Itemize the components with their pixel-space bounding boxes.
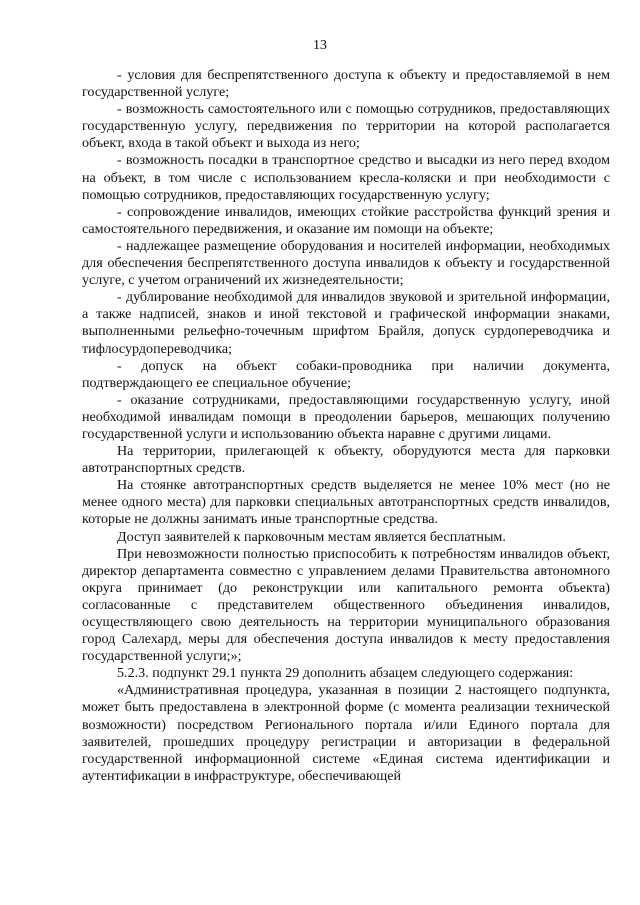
paragraph-amendment-5-2-3: 5.2.3. подпункт 29.1 пункта 29 дополнить абзацем следующего содержания: [117, 665, 574, 682]
paragraph-administrative-procedure: «Административная процедура, указанная в позиции 2 настоящего подпункта, может быть предоставлена в электронной форме (с момента реализации технической возможности) посредством Регионального портала и/или Единого портала для заявителей, прошедших процедуру регистрации и авторизации в федеральной государственной информационной системе «Единая система идентификации и аутентификации в инфраструктуре, обеспечивающей [82, 682, 610, 784]
paragraph-impossibility-measures: При невозможности полностью приспособить к потребностям инвалидов объект, директор департамента совместно с управлением делами Правительства автономного округа принимает (до реконструкции или капитального ремонта объекта) согласованные с представителем общественного объединения инвалидов, осуществляющего свою деятельность на территории муниципального образования город Салехард, меры для обеспечения доступа инвалидов к месту предоставления государственной услуги;»; [82, 545, 610, 665]
paragraph-equipment-placement: - надлежащее размещение оборудования и носителей информации, необходимых для обеспечения беспрепятственного доступа инвалидов к объекту и государственной услуге, с учетом ограничений их жизнедеятельности; [82, 237, 610, 289]
paragraph-vehicle-boarding: - возможность посадки в транспортное средство и высадки из него перед входом на объект, в том числе с использованием кресла-коляски и при необходимости с помощью сотрудников, предоставляющих государственную услугу; [82, 152, 610, 203]
paragraph-staff-assistance: - оказание сотрудниками, предоставляющими государственную услугу, иной необходимой инвалидам помощи в преодолении барьеров, мешающих получению государственной услуги и использованию объекта наравне с другими лицами. [82, 391, 610, 442]
paragraph-parking-share: На стоянке автотранспортных средств выделяется не менее 10% мест (но не менее одного места) для парковки специальных автотранспортных средств инвалидов, которые не должны занимать иные транспортные средства. [82, 477, 610, 528]
paragraph-access-conditions: - условия для беспрепятственного доступа к объекту и предоставляемой в нем государственной услуге; [82, 67, 610, 101]
document-body [82, 67, 610, 785]
paragraph-parking-territory: На территории, прилегающей к объекту, оборудуются места для парковки автотранспортных средств. [82, 443, 610, 477]
page-number: 13 [313, 38, 327, 53]
paragraph-movement: - возможность самостоятельного или с помощью сотрудников, предоставляющих государственную услугу, передвижения по территории на которой располагается объект, входа в такой объект и выхода из него; [82, 101, 610, 152]
paragraph-information-duplication: - дублирование необходимой для инвалидов звуковой и зрительной информации, а также надписей, знаков и иной текстовой и графической информации знаками, выполненными рельефно-точечным шрифтом Брайля, допуск сурдопереводчика и тифлосурдопереводчика; [82, 289, 610, 357]
paragraph-escort: - сопровождение инвалидов, имеющих стойкие расстройства функций зрения и самостоятельного передвижения, и оказание им помощи на объекте; [82, 203, 610, 237]
paragraph-guide-dog: - допуск на объект собаки-проводника при наличии документа, подтверждающего ее специальное обучение; [82, 357, 610, 391]
paragraph-parking-free: Доступ заявителей к парковочным местам является бесплатным. [117, 528, 506, 545]
